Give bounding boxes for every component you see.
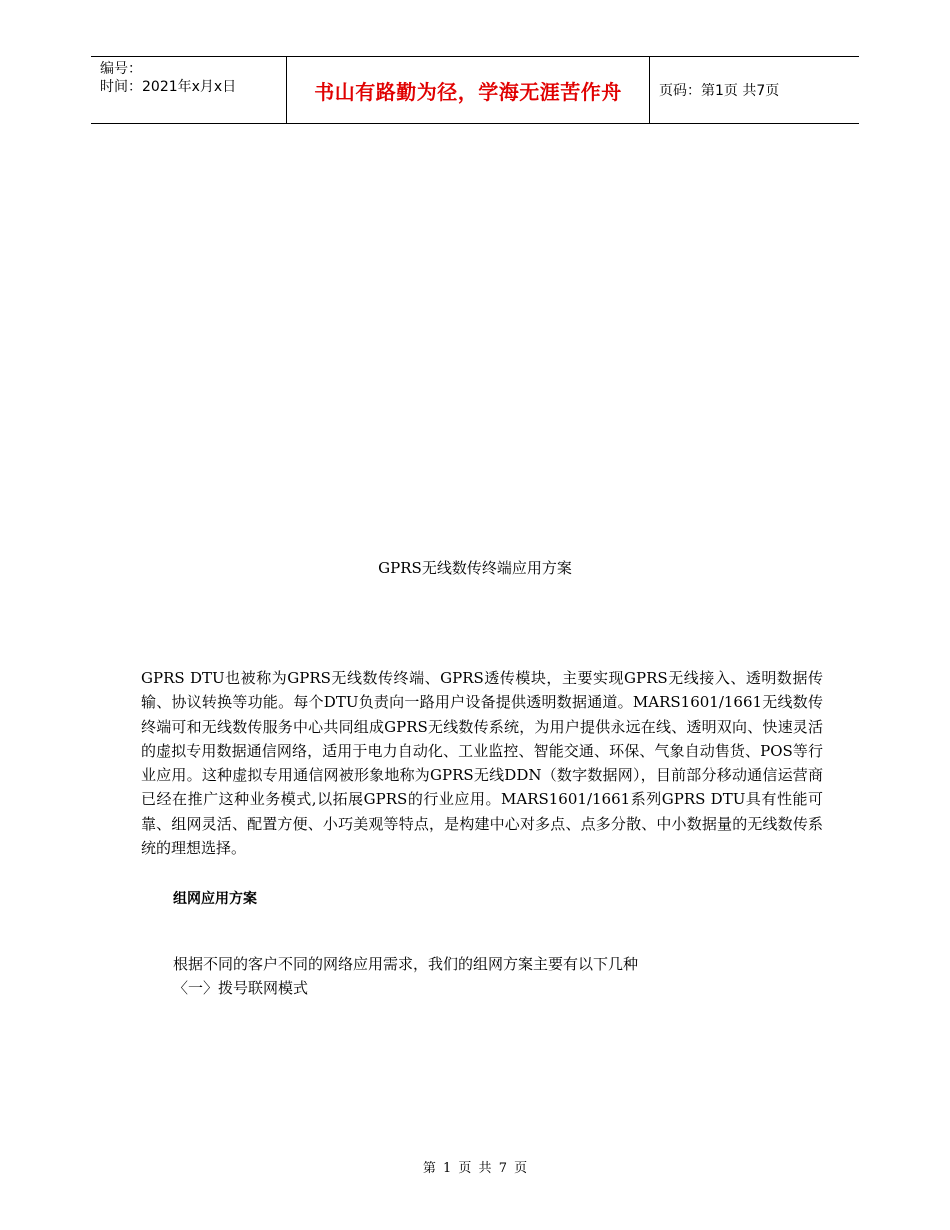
intro-paragraph: GPRS DTU也被称为GPRS无线数传终端、GPRS透传模块，主要实现GPRS无线接入、透明数据传输、协议转换等功能。每个DTU负责向一路用户设备提供透明数据通道。MARS1601/1661无线数传终端可和无线数传服务中心共同组成GPRS无线数传系统，为用户提供永远在线、透明双向、快速灵活的虚拟专用数据通信网络，适用于电力自动化、工业监控、智能交通、环保、气象自动售货、POS等行业应用。这种虚拟专用通信网被形象地称为GPRS无线DDN（数字数据网），目前部分移动通信运营商已经在推广这种业务模式,以拓展GPRS的行业应用。MARS1601/1661系列GPRS DTU具有性能可靠、组网灵活、配置方便、小巧美观等特点，是构建中心对多点、点多分散、中小数据量的无线数传系统的理想选择。: [141, 669, 823, 858]
document-title: GPRS无线数传终端应用方案: [378, 559, 572, 577]
time-label: 时间：2021年x月x日: [100, 79, 237, 95]
body-line-2: 〈一〉拨号联网模式: [173, 979, 309, 997]
body-line-1: 根据不同的客户不同的网络应用需求，我们的组网方案主要有以下几种: [173, 955, 639, 973]
header-page-info: 页码：第1页 共7页: [659, 83, 780, 99]
header-info-cell: [91, 57, 287, 123]
section-heading: 组网应用方案: [173, 891, 257, 907]
code-label: 编号：: [100, 61, 142, 77]
page-footer: 第 1 页 共 7 页: [422, 1161, 528, 1176]
header-motto: 书山有路勤为径，学海无涯苦作舟: [287, 57, 650, 123]
header-table: [91, 56, 859, 124]
